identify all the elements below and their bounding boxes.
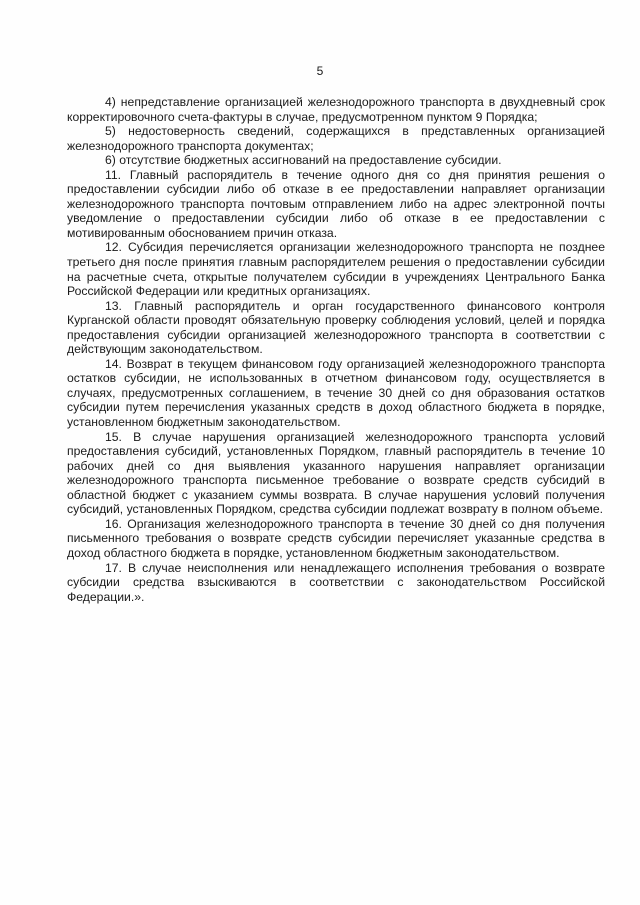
page-number: 5 bbox=[316, 64, 324, 78]
paragraph-12: 12. Субсидия перечисляется организации железнодорожного транспорта не позднее третьего дня после принятия главным распорядителем решения о предоставлении субсидии на расчетные счета, открытые получателем субсидии в учреждениях Центрального Банка Российской Федерации или кредитных организациях. bbox=[67, 240, 605, 299]
paragraph-15: 15. В случае нарушения организацией железнодорожного транспорта условий предоставления субсидий, установленных Порядком, главный распорядитель в течение 10 рабочих дней со дня выявления указанного нарушения направляет организации железнодорожного транспорта письменное требование о возврате средств субсидий в областной бюджет с указанием суммы возврата. В случае нарушения условий получения субсидий, установленных Порядком, средства субсидии подлежат возврату в полном объеме. bbox=[67, 429, 605, 517]
document-body bbox=[67, 95, 605, 604]
paragraph-item-6: 6) отсутствие бюджетных ассигнований на предоставление субсидии. bbox=[105, 153, 502, 168]
paragraph-item-5: 5) недостоверность сведений, содержащихся в представленных организацией железнодорожного транспорта документах; bbox=[67, 124, 605, 153]
paragraph-11: 11. Главный распорядитель в течение одного дня со дня принятия решения о предоставлении субсидии либо об отказе в ее предоставлении направляет организации железнодорожного транспорта почтовым отправлением либо на адрес электронной почты уведомление о предоставлении субсидии либо об отказе в ее предоставлении с мотивированным обоснованием причин отказа. bbox=[67, 167, 605, 240]
paragraph-13: 13. Главный распорядитель и орган государственного финансового контроля Курганской области проводят обязательную проверку соблюдения условий, целей и порядка предоставления субсидии организацией железнодорожного транспорта в соответствии с действующим законодательством. bbox=[67, 298, 605, 357]
paragraph-16: 16. Организация железнодорожного транспорта в течение 30 дней со дня получения письменного требования о возврате средств субсидии перечисляет указанные средства в доход областного бюджета в порядке, установленном бюджетным законодательством. bbox=[67, 516, 605, 560]
paragraph-14: 14. Возврат в текущем финансовом году организацией железнодорожного транспорта остатков субсидии, не использованных в отчетном финансовом году, осуществляется в случаях, предусмотренных соглашением, в течение 30 дней со дня образования остатков субсидии путем перечисления указанных средств в доход областного бюджета в порядке, установленном бюджетным законодательством. bbox=[67, 356, 605, 430]
paragraph-17: 17. В случае неисполнения или ненадлежащего исполнения требования о возврате субсидии средства взыскиваются в соответствии с законодательством Российской Федерации.». bbox=[67, 560, 605, 604]
paragraph-item-4: 4) непредставление организацией железнодорожного транспорта в двухдневный срок корректировочного счета-фактуры в случае, предусмотренном пунктом 9 Порядка; bbox=[67, 95, 605, 124]
